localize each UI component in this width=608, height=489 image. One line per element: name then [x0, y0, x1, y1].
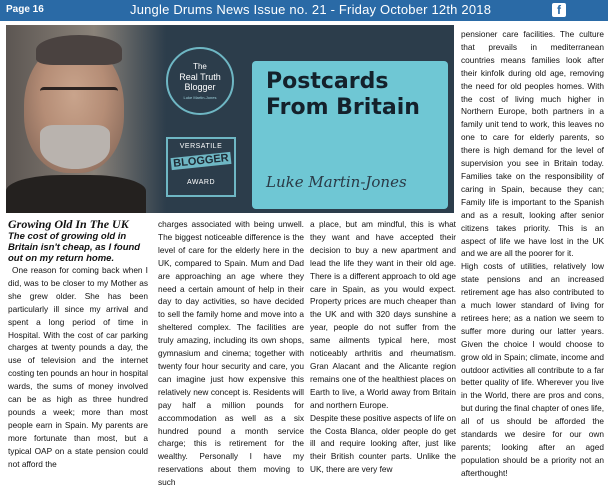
- real-truth-blogger-badge: [166, 47, 234, 115]
- postcards-card: [252, 61, 448, 209]
- versatile-blogger-award-badge: [166, 137, 236, 197]
- author-shirt: [6, 175, 146, 213]
- article-banner: [6, 25, 454, 213]
- badge-award: AWARD: [186, 179, 216, 186]
- badge-subtitle: Luke Martin-Jones: [183, 95, 217, 100]
- author-photo: [6, 25, 166, 213]
- postcards-author: Luke Martin-Jones: [266, 173, 407, 191]
- badge-blogger: BLOGGER: [171, 152, 232, 170]
- postcards-title: Postcards From Britain: [266, 69, 420, 120]
- article-column-2: [158, 218, 304, 489]
- article-body-col3a: a place, but am mindful, this is what they want and have accepted their decision to buy a new apartment and lead the life they want in their old age. There is a different approach to old age care in Spain, as you would expect. Property prices are much cheaper than the UK and with 320 days sunshine a year, people do not suffer from the same ailments typical here, most noticeably arthritis and rheumatism. Gran Alacant and the Alicante region remains one of the healthiest places on Earth to live, a World away from Britain and northern Europe.: [310, 219, 456, 410]
- article-headline: Growing Old In The UK: [8, 217, 129, 231]
- page-header: [0, 0, 608, 21]
- badge-versatile: VERSATILE: [179, 143, 223, 150]
- article-column-4: [461, 28, 604, 480]
- page-number: Page 16: [6, 4, 44, 15]
- article-body-col1: One reason for coming back when I did, was to be closer to my Mother as she grew older. She has been particularly ill since my arrival and spent a long period of time in Hospital. With the cost of car parking charges at twenty pounds a day, the use of television and the internet costing ten pounds an hour in hospital wards, the sums of money involved can be as high as three hundred pounds a week; more than most people earn in Spain. My parents are more fortunate than most, but a typical OAP on a state pension could not afford the: [8, 265, 148, 469]
- facebook-icon[interactable]: f: [552, 3, 566, 17]
- masthead-title: Jungle Drums News Issue no. 21 - Friday October 12th 2018: [130, 2, 492, 17]
- article-standfirst: The cost of growing old in Britain isn't cheap, as I found out on my return home.: [8, 231, 141, 264]
- author-beard: [40, 125, 110, 169]
- badge-the: The: [193, 62, 207, 71]
- article-column-3: [310, 218, 456, 476]
- author-hair: [36, 35, 122, 65]
- badge-real-truth-blogger: Real Truth Blogger: [179, 72, 221, 92]
- article-body-col3b: Despite these positive aspects of life on the Costa Blanca, older people do get ill and require looking after, just like their British counter parts. Unlike the UK, there are very few: [310, 412, 456, 475]
- article-body-col4a: pensioner care facilities. The culture that prevails in mediterranean countries means families look after their kinfolk during old age, removing the need for old peoples homes. With the cost of living much higher in Northern Europe, both partners in a family unit tend to work, this leaves no one to care for elderly parents, so there is high demand for the level of supervision you see in Britain today. Families take on the responsibility of caring in Spain, because they can; Family life is important to the Spanish and as a result, looking after senior citizens takes priority. This is an aspect of life we have lost in the UK and we are all the poorer for it.: [461, 29, 604, 259]
- article-body-col4b: High costs of utilities, relatively low state pensions and an increased retirement age has also contributed to a much lower standard of living for retirees here; as a nation we seem to suffer more during our latter years. Given the choice I would choose to grow old in Spain; climate, income and outdoor activities all contribute to a far better quality of life. Wherever you live in the World, there are pros and cons, but during the final chapter of ones life, all of us should be afforded the standards we desire for our own parents; looking after an aged population should be a priority not an afterthought!: [461, 261, 604, 478]
- article-column-1: [8, 218, 148, 471]
- author-glasses: [40, 87, 118, 102]
- article-body-col2: charges associated with being unwell. The biggest noticeable difference is the level of care for the elderly here in the UK, compared to Spain. Mum and Dad are approaching an age where they need a certain amount of help in their day to day activities, so have decided to sell the family home and move into a sheltered complex. The facilities are truly amazing, including its own shops, gymnasium and cinema; together with twenty four hour security and care, you can imagine just how expensive this relatively new concept is. Residents will pay half a million pounds for accommodation as well as a six hundred pound a month service charge; this is retirement for the wealthy. Personally I have my reservations about them moving to such: [158, 219, 304, 488]
